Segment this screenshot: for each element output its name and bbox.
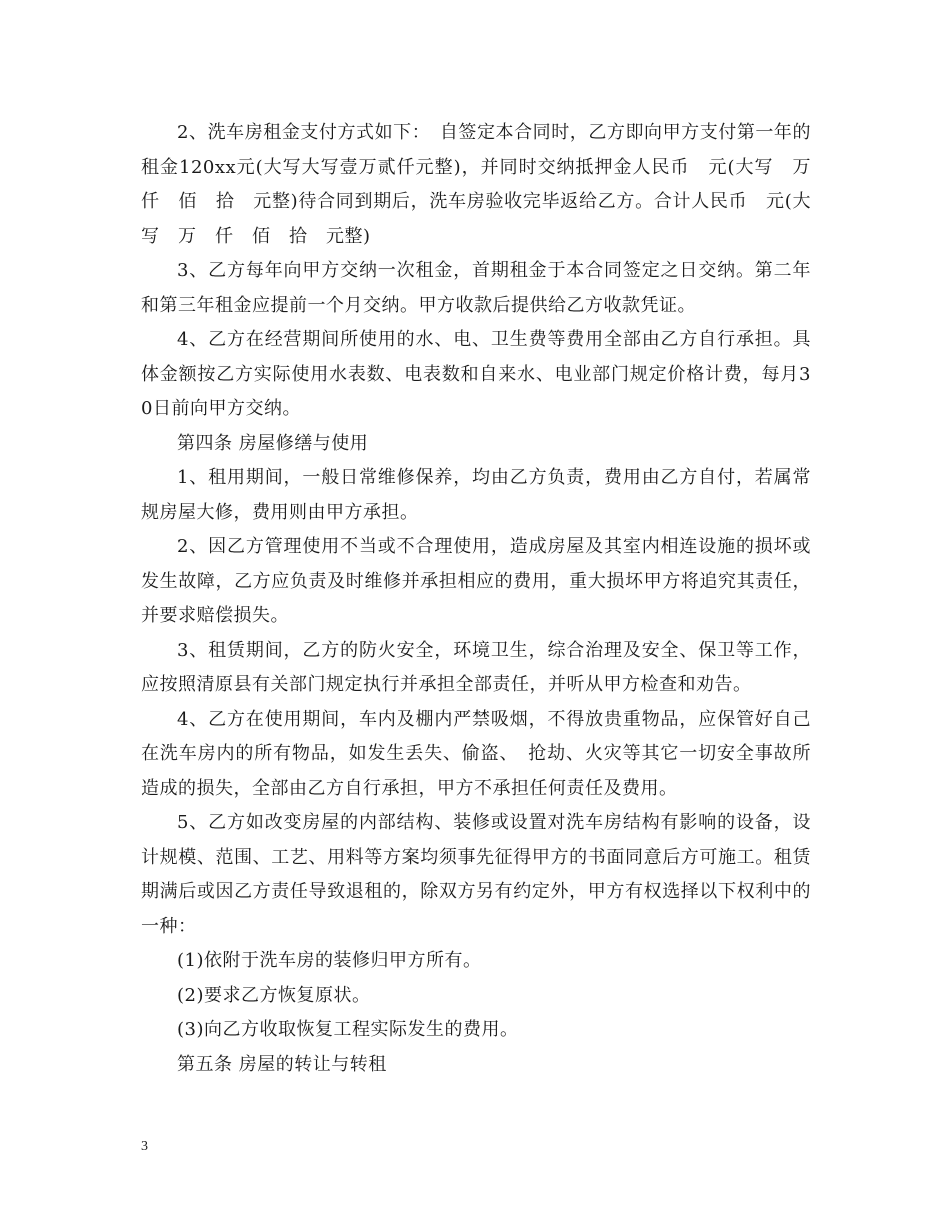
document-page xyxy=(141,116,830,1082)
section-heading-article-4: 第四条 房屋修缮与使用 xyxy=(177,432,369,454)
list-item-option-3: (3)向乙方收取恢复工程实际发生的费用。 xyxy=(177,1019,519,1040)
list-item-option-2: (2)要求乙方恢复原状。 xyxy=(177,984,371,1006)
paragraph-maintenance: 1、租用期间，一般日常维修保养，均由乙方负责，费用由乙方自付，若属常规房屋大修，费用则由甲方承担。 xyxy=(141,467,811,523)
paragraph-utilities: 4、乙方在经营期间所使用的水、电、卫生费等费用全部由乙方自行承担。具体金额按乙方实际使用水表数、电表数和自来水、电业部门规定价格计费，每月30日前向甲方交纳。 xyxy=(141,329,811,419)
page-number: 3 xyxy=(141,1139,148,1154)
paragraph-rent-payment: 2、洗车房租金支付方式如下： 自签定本合同时，乙方即向甲方支付第一年的租金120xx元(大写大写壹万贰仟元整)，并同时交纳抵押金人民币 元(大写 万 仟 佰 拾 元整)待合同到期后，洗车房验收完毕返给乙方。合计人民币 元(大写 万 仟 佰 拾 元整) xyxy=(141,122,830,247)
paragraph-annual-rent: 3、乙方每年向甲方交纳一次租金，首期租金于本合同签定之日交纳。第二年和第三年租金应提前一个月交纳。甲方收款后提供给乙方收款凭证。 xyxy=(141,260,811,316)
list-item-option-1: (1)依附于洗车房的装修归甲方所有。 xyxy=(177,950,482,971)
paragraph-smoking-loss: 4、乙方在使用期间，车内及棚内严禁吸烟，不得放贵重物品，应保管好自己在洗车房内的所有物品，如发生丢失、偷盗、 抢劫、火灾等其它一切安全事故所造成的损失，全部由乙方自行承担，甲方不承担任何责任及费用。 xyxy=(141,708,811,799)
paragraph-damage: 2、因乙方管理使用不当或不合理使用，造成房屋及其室内相连设施的损坏或发生故障，乙方应负责及时维修并承担相应的费用，重大损坏甲方将追究其责任，并要求赔偿损失。 xyxy=(141,536,811,626)
paragraph-alterations: 5、乙方如改变房屋的内部结构、装修或设置对洗车房结构有影响的设备，设计规模、范围、工艺、用料等方案均须事先征得甲方的书面同意后方可施工。租赁期满后或因乙方责任导致退租的，除双方另有约定外，甲方有权选择以下权利中的一种： xyxy=(141,812,811,937)
paragraph-safety: 3、租赁期间，乙方的防火安全，环境卫生，综合治理及安全、保卫等工作，应按照清原县有关部门规定执行并承担全部责任，并听从甲方检查和劝告。 xyxy=(141,639,811,695)
section-heading-article-5: 第五条 房屋的转让与转租 xyxy=(177,1053,387,1075)
